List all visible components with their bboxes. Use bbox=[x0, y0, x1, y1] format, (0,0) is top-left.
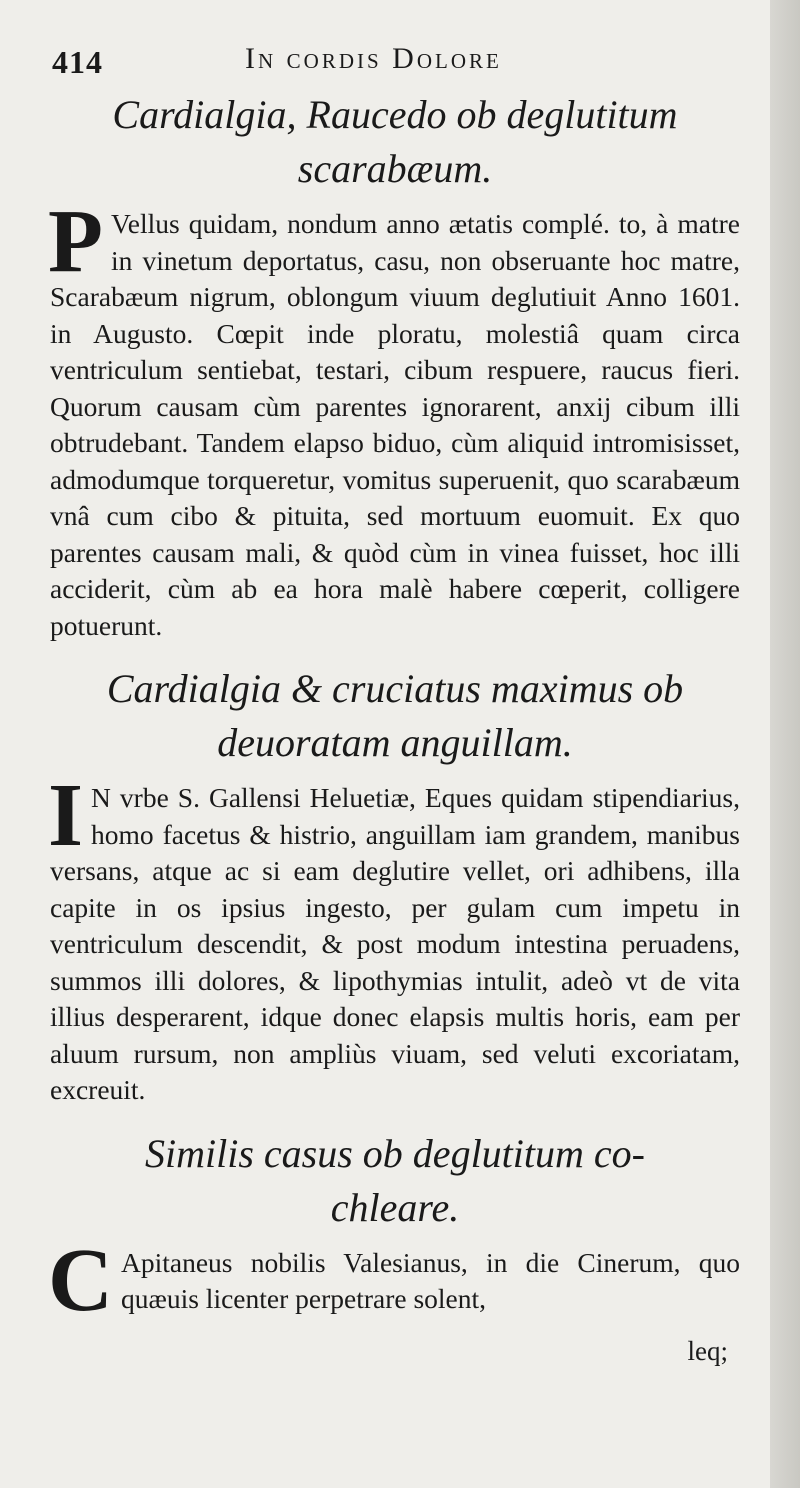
paragraph bbox=[48, 1230, 740, 1330]
heading-line: Cardialgia & cruciatus maximus ob bbox=[106, 666, 684, 711]
section-cochleare bbox=[48, 1127, 740, 1330]
catchword: leq; bbox=[687, 1335, 728, 1366]
heading-line: scarabæum. bbox=[297, 146, 493, 191]
section-heading bbox=[50, 1127, 740, 1235]
heading-line: chleare. bbox=[330, 1184, 460, 1230]
section-anguilla bbox=[50, 662, 740, 1109]
book-page bbox=[50, 36, 740, 1367]
section-heading bbox=[50, 662, 740, 770]
running-title: In cordis Dolore bbox=[245, 42, 502, 75]
page-edge-shadow bbox=[770, 0, 800, 1488]
section-scarabaeum bbox=[50, 88, 740, 644]
paragraph-text: N vrbe S. Gallensi Heluetiæ, Eques quidam stipendiarius, homo facetus & histrio, anguillam iam grandem, manibus versans, atque ac si eam deglutire vellet, ori adhibens, illa capite in os ipsius ingesto, per gulam cum impetu in ventriculum descendit, & post modum intestina peruadens, summos illi dolores, & lipothymias intulit, adeò vt de vita illius desperarent, idque donec elapsis multis horis, eam per aluum rursum, non ampliùs viuam, sed veluti excoriatam, excreuit. bbox=[50, 782, 740, 1105]
running-head bbox=[50, 36, 740, 88]
paragraph-text: Apitaneus nobilis Valesianus, in die Cinerum, quo quæuis licenter perpetrare solent, bbox=[121, 1246, 740, 1314]
paragraph bbox=[48, 766, 740, 1109]
paragraph-text: Vellus quidam, nondum anno ætatis complé. to, à matre in vinetum deportatus, casu, non obseruante hoc matre, Scarabæum nigrum, oblongum viuum deglutiuit Anno 1601. in Augusto. Cœpit inde ploratu, molestiâ quam circa ventriculum sentiebat, testari, cibum respuere, raucus fieri. Quorum causam cùm parentes ignorarent, anxij cibum illi obtrudebant. Tandem elapso biduo, cùm aliquid intromisisset, admodumque torqueretur, vomitus superuenit, quo scarabæum vnâ cum cibo & pituita, sed mortuum euomuit. Ex quo parentes causam mali, & quòd cùm in vinea fuisset, hoc illi acciderit, cùm ab ea hora malè habere cœperit, colligere potuerunt. bbox=[50, 208, 740, 641]
paragraph bbox=[48, 192, 740, 644]
heading-line: Cardialgia, Raucedo ob deglutitum bbox=[112, 92, 678, 137]
drop-cap: C bbox=[48, 1230, 113, 1330]
drop-cap: I bbox=[48, 766, 84, 865]
section-heading bbox=[50, 88, 740, 196]
page-number: 414 bbox=[52, 44, 103, 80]
heading-line: Similis casus ob deglutitum co- bbox=[145, 1130, 645, 1176]
heading-line: deuoratam anguillam. bbox=[217, 720, 573, 765]
drop-cap: P bbox=[48, 192, 103, 291]
